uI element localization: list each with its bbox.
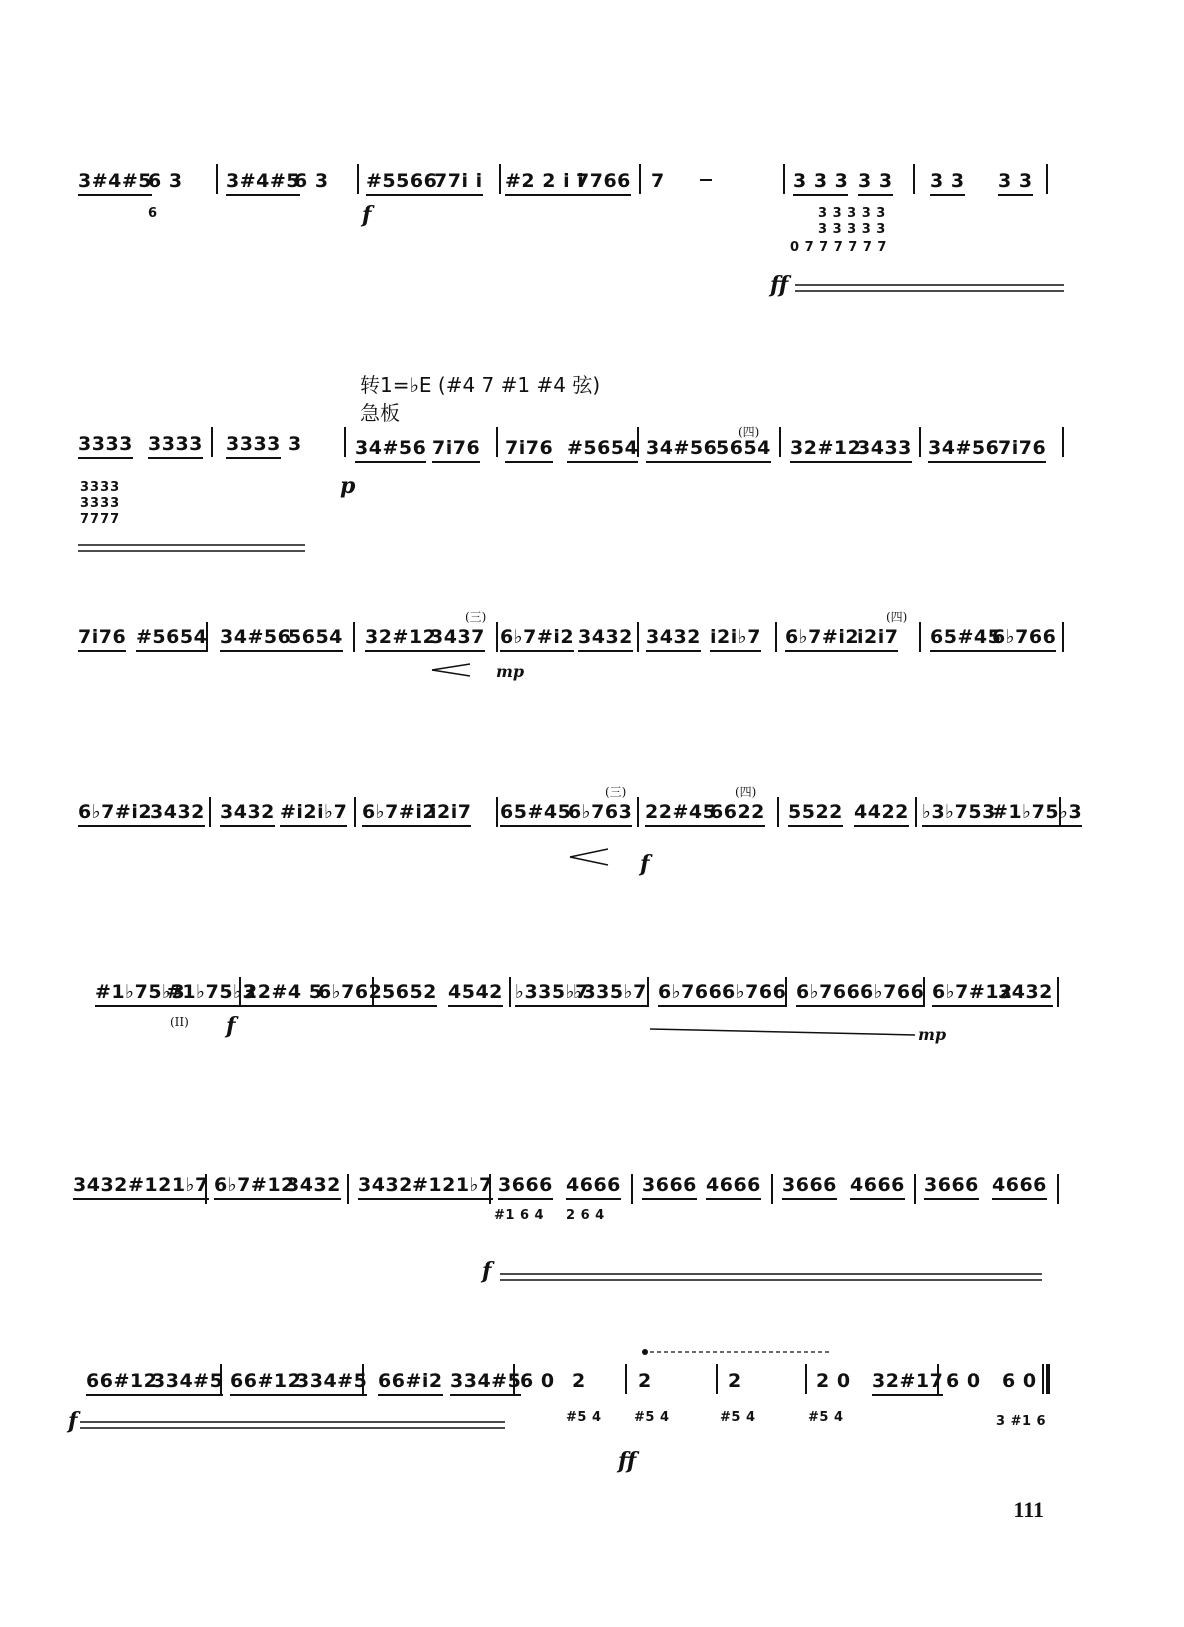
notes-group: 3432 — [286, 1174, 341, 1200]
system-6 — [0, 1160, 1184, 1290]
notes-group: 22#4 5 — [244, 981, 322, 1007]
notes-group: 3333 — [78, 433, 133, 459]
notes-group: #1♭75♭3 — [95, 981, 185, 1007]
notes-group: 3432 — [998, 981, 1053, 1007]
system-5 — [0, 955, 1184, 1095]
notes-group: 77i i — [434, 170, 483, 196]
chord-stack-row: 3 3 3 3 3 — [818, 206, 886, 221]
notes-group: 3#4#5 — [226, 170, 300, 196]
notes-group: #5566 — [366, 170, 437, 196]
notes-group: 6 0 — [520, 1370, 555, 1392]
notes-group: 2 0 — [816, 1370, 851, 1392]
chord-stack: #1 6 4 — [494, 1208, 545, 1223]
notes-group: 6♭7#12 — [214, 1174, 295, 1200]
tempo-marking: 急板 — [360, 401, 400, 425]
notes-group: 7766 — [576, 170, 631, 196]
chord-stack-row: 7777 — [80, 512, 121, 527]
notes-group: 65#45 — [500, 801, 571, 827]
notes-group: 4542 — [448, 981, 503, 1007]
notes-group: 3#4#5 — [78, 170, 152, 196]
chord-stack: #5 4 — [808, 1410, 844, 1425]
notes-group: 5654 — [716, 437, 771, 463]
notes-group: 6♭766 — [796, 981, 860, 1007]
notes-group: 3432 — [646, 626, 701, 652]
notes-group: #1♭75♭3 — [992, 801, 1082, 827]
dynamic-mark: mp — [496, 662, 525, 681]
notes-group: ♭335♭7 — [515, 981, 589, 1007]
position-marker: (四) — [735, 785, 757, 799]
page-number: 111 — [1013, 1497, 1044, 1522]
notes-group: #121♭7 — [412, 1174, 493, 1200]
notes-group: 7i76 — [78, 626, 126, 652]
system-1-lines — [0, 140, 1184, 310]
notes-group: 6 0 — [1002, 1370, 1037, 1392]
notes-group: 6♭766 — [860, 981, 924, 1007]
notes-group: 3432 — [220, 801, 275, 827]
system-4-lines — [0, 775, 1184, 885]
notes-group: 3432 — [358, 1174, 413, 1200]
notes-group: 6♭763 — [568, 801, 632, 827]
chord-stack: #5 4 — [566, 1410, 602, 1425]
notes-group: 66#12 — [86, 1370, 157, 1396]
notes-group: i2i7 — [857, 626, 898, 652]
notes-group: 3666 — [782, 1174, 837, 1200]
dynamic-mark: f — [640, 851, 650, 877]
notes-group: 5654 — [288, 626, 343, 652]
notes-group: 7i76 — [998, 437, 1046, 463]
dynamic-mark: ff — [770, 272, 789, 298]
notes-group: #5654 — [567, 437, 638, 463]
notes-group: 3 — [288, 433, 302, 455]
dynamic-mark: f — [482, 1258, 492, 1284]
chord-stack-row: 3 3 3 3 3 — [818, 222, 886, 237]
position-marker: (四) — [886, 610, 908, 624]
notes-group: 3432 — [578, 626, 633, 652]
notes-group: 3333 — [148, 433, 203, 459]
notes-group: i2i7 — [430, 801, 471, 827]
notes-group: 6♭762 — [318, 981, 382, 1007]
notes-group: 34#56 — [355, 437, 426, 463]
notes-group: 6♭7#i2 — [500, 626, 574, 652]
notes-group: 5652 — [382, 981, 437, 1007]
notes-group: 3 3 — [998, 170, 1033, 196]
notes-group: 3666 — [642, 1174, 697, 1200]
notes-group: 3432 — [150, 801, 205, 827]
notes-group: 34#56 — [928, 437, 999, 463]
notes-group: 6622 — [710, 801, 765, 827]
notes-group: i2i♭7 — [710, 626, 761, 652]
notes-group: 4666 — [992, 1174, 1047, 1200]
chord-stack-row: 3333 — [80, 496, 121, 511]
position-marker: (三) — [605, 785, 627, 799]
notes-group: 66#i2 — [378, 1370, 443, 1396]
notes-group: 7i76 — [505, 437, 553, 463]
notes-group: 3666 — [924, 1174, 979, 1200]
notes-group: 32#17 — [872, 1370, 943, 1396]
notes-group: #2 2 i i — [505, 170, 584, 196]
notes-group: 34#56 — [220, 626, 291, 652]
notes-group: 7 — [651, 170, 665, 192]
notes-group: 6♭766 — [992, 626, 1056, 652]
chord-stack-row: 6 — [148, 206, 158, 221]
notes-group: 2 — [728, 1370, 742, 1392]
notes-group: 4666 — [566, 1174, 621, 1200]
dynamic-mark: f — [68, 1408, 78, 1434]
dynamic-mark: f — [362, 202, 372, 228]
chord-stack: #5 4 — [634, 1410, 670, 1425]
position-marker: (四) — [738, 425, 760, 439]
notes-group: 34#56 — [646, 437, 717, 463]
system-4 — [0, 775, 1184, 885]
notes-group: 3 3 — [858, 170, 893, 196]
notes-group: 3433 — [857, 437, 912, 463]
key-change: 转1=♭E (#4 7 #1 #4 弦) — [360, 373, 601, 397]
dynamic-mark: p — [340, 473, 356, 499]
notes-group: 66#12 — [230, 1370, 301, 1396]
notes-group: 3666 — [498, 1174, 553, 1200]
system-7 — [0, 1340, 1184, 1490]
notes-group: 6♭7#12 — [932, 981, 1013, 1007]
notes-group: 334#5 — [152, 1370, 223, 1396]
notes-group: 334#5 — [450, 1370, 521, 1396]
notes-group: 6 3 — [148, 170, 183, 192]
notes-group: #121♭7 — [128, 1174, 209, 1200]
chord-stack: 2 6 4 — [566, 1208, 605, 1223]
chord-stack-row: 3333 — [80, 480, 121, 495]
system-2 — [0, 365, 1184, 565]
notes-group: 65#45 — [930, 626, 1001, 652]
notes-group: ♭335♭7 — [573, 981, 647, 1007]
notes-group: 6 3 — [294, 170, 329, 192]
dynamic-mark: mp — [918, 1025, 947, 1044]
notes-group: 4666 — [850, 1174, 905, 1200]
chord-stack-row: 0 7 7 7 7 7 7 — [790, 240, 887, 255]
notes-group: 334#5 — [296, 1370, 367, 1396]
notes-group: 6 0 — [946, 1370, 981, 1392]
system-1 — [0, 140, 1184, 310]
notes-group: 2 — [572, 1370, 586, 1392]
notes-group: 7i76 — [432, 437, 480, 463]
position-marker: (II) — [170, 1015, 189, 1029]
notes-group: 6♭7#i2 — [78, 801, 152, 827]
notes-group: 4422 — [854, 801, 909, 827]
dynamic-mark: ff — [618, 1448, 637, 1474]
notes-group: 32#12 — [790, 437, 861, 463]
notes-group: #i2i♭7 — [280, 801, 347, 827]
chord-stack: #5 4 — [720, 1410, 756, 1425]
notes-group: 4666 — [706, 1174, 761, 1200]
system-3 — [0, 600, 1184, 690]
notes-group: 5522 — [788, 801, 843, 827]
notes-group: 6♭766 — [722, 981, 786, 1007]
dynamic-mark: f — [226, 1013, 236, 1039]
notes-group: 3333 — [226, 433, 281, 459]
notes-group: #5654 — [136, 626, 207, 652]
notes-group: 32#12 — [365, 626, 436, 652]
notes-group: 2 — [638, 1370, 652, 1392]
notes-group: 6♭7#i2 — [362, 801, 436, 827]
notes-group: 22#45 — [645, 801, 716, 827]
notes-group: #1♭75♭3 — [166, 981, 256, 1007]
chord-stack: 3 #1 6 — [996, 1414, 1047, 1429]
notes-group: 3432 — [73, 1174, 128, 1200]
notes-group: 3 3 — [930, 170, 965, 196]
notes-group: 3 3 3 — [793, 170, 848, 196]
notes-group: ♭3♭753 — [922, 801, 996, 827]
position-marker: (三) — [465, 610, 487, 624]
notes-group: 6♭766 — [658, 981, 722, 1007]
notes-group: 6♭7#i2 — [785, 626, 859, 652]
notes-group: 3437 — [430, 626, 485, 652]
